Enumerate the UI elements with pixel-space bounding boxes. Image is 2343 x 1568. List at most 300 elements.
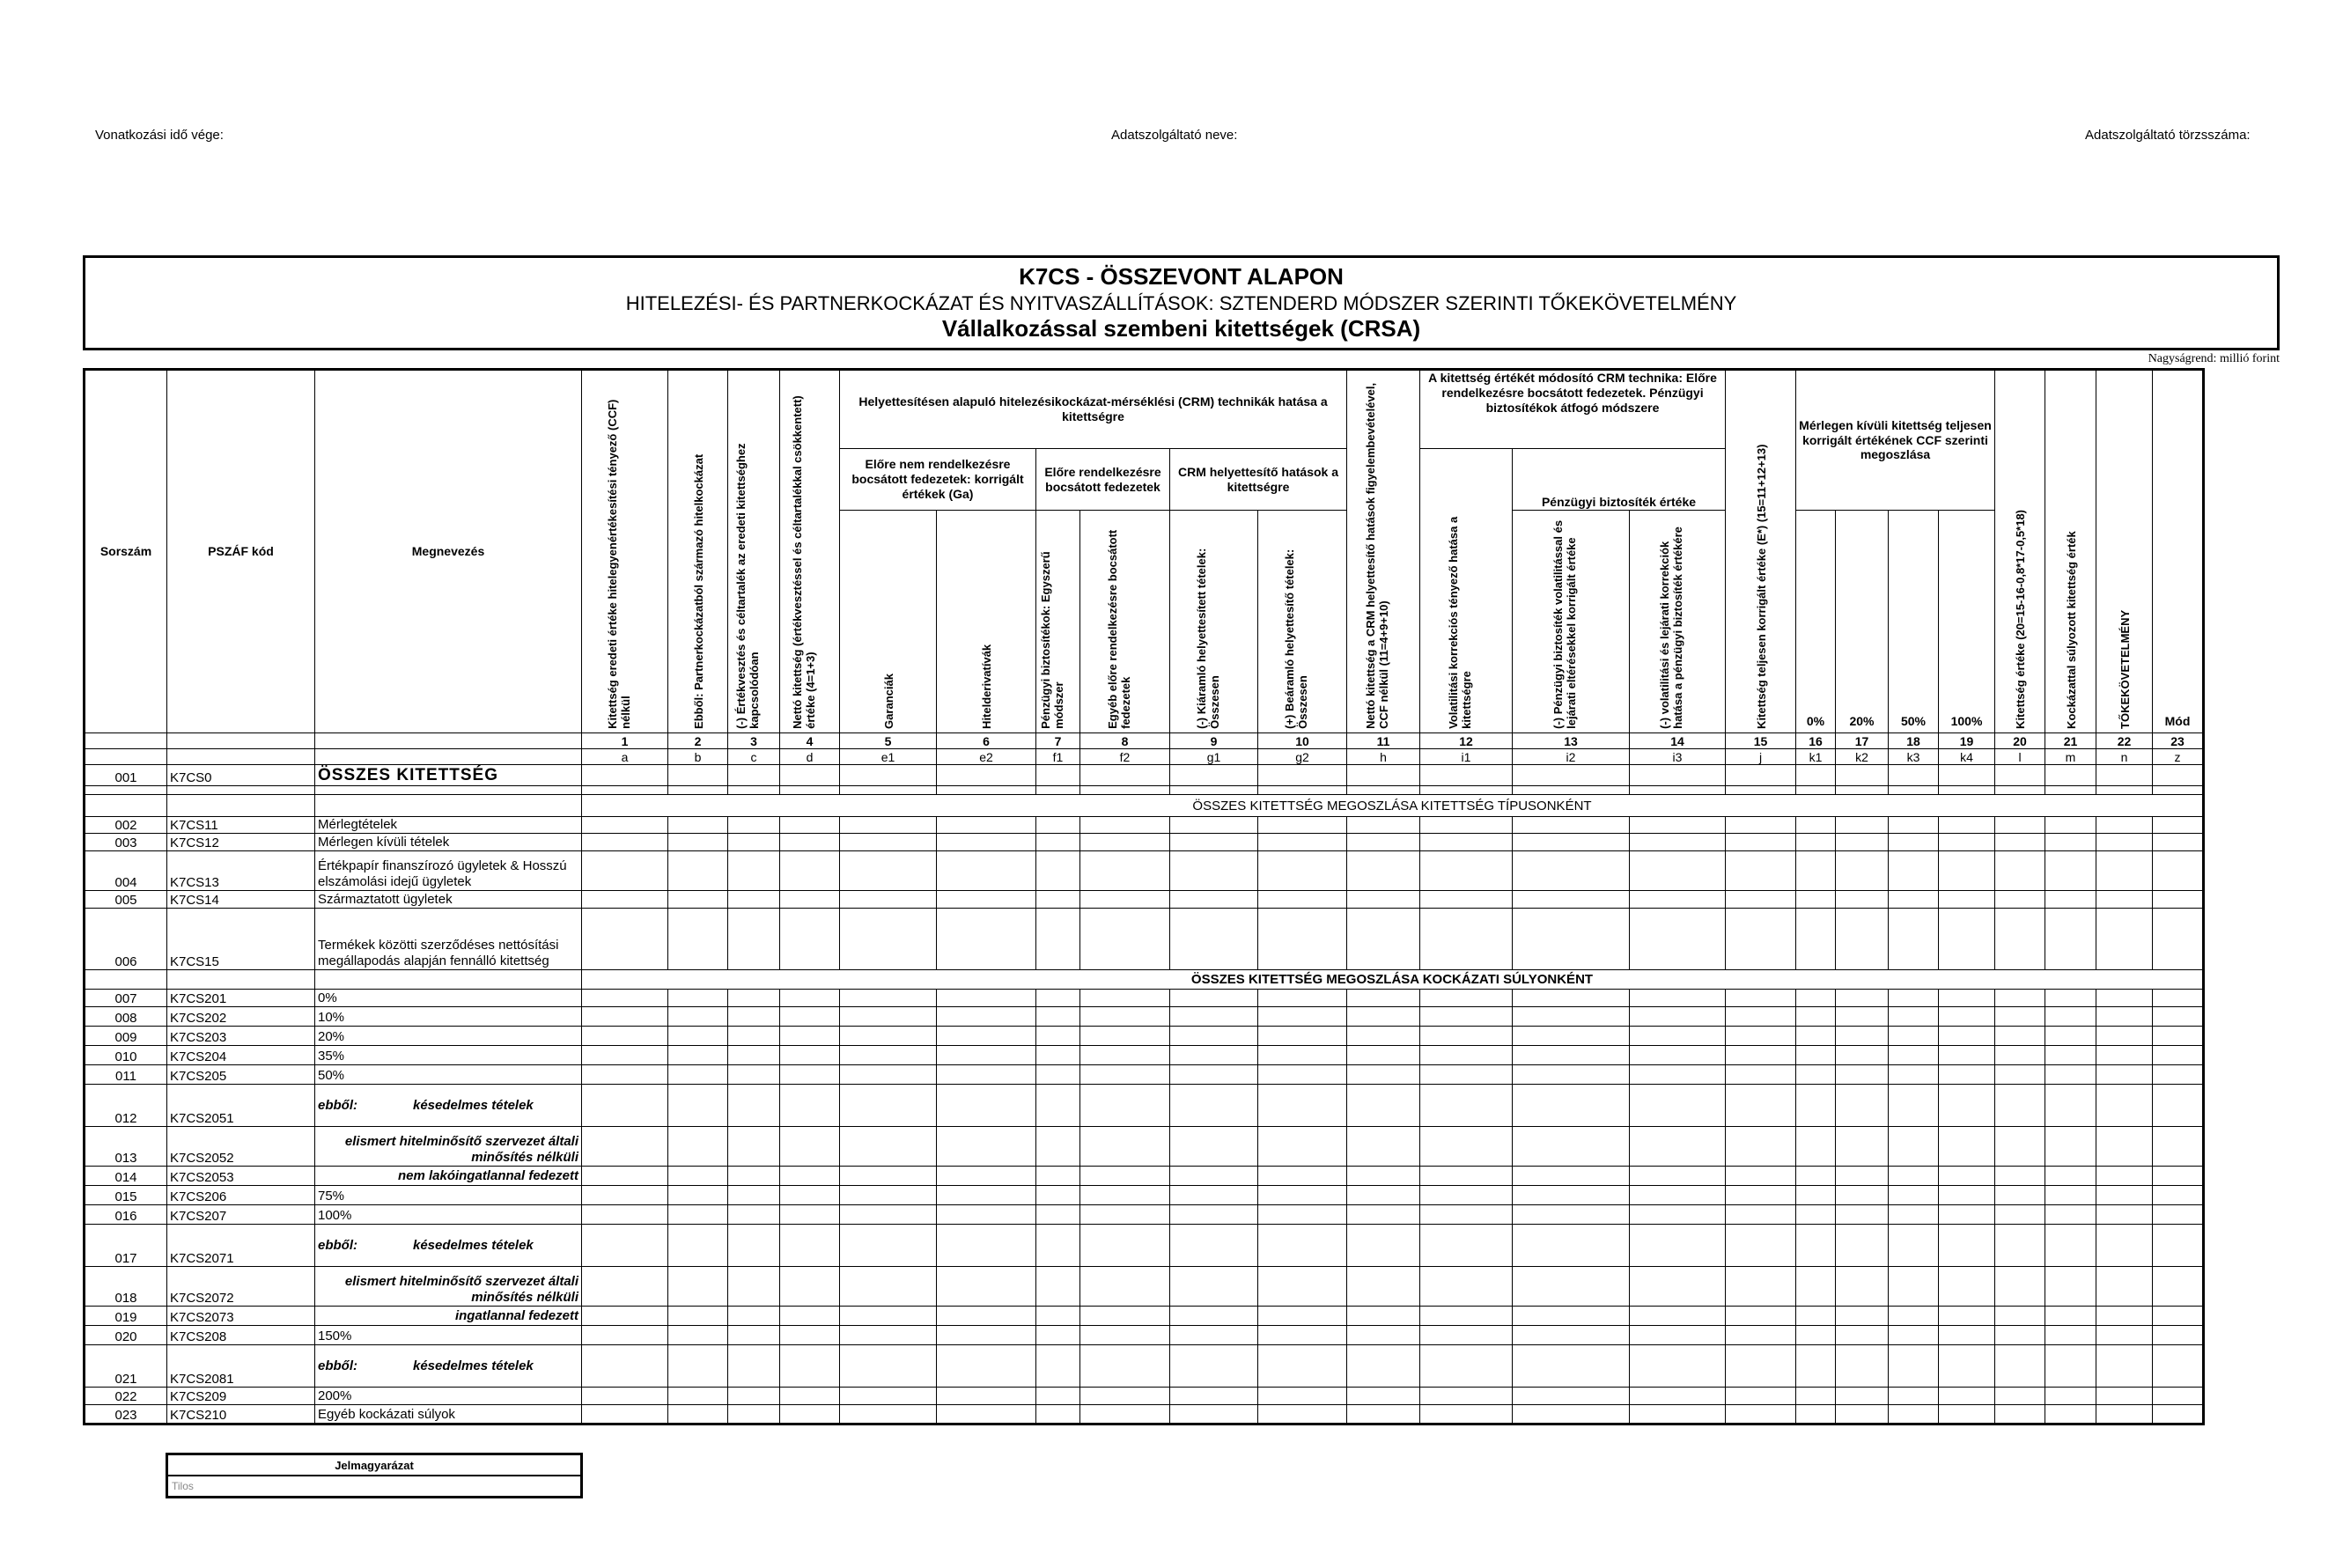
data-cell[interactable] bbox=[1170, 1326, 1258, 1345]
data-cell[interactable] bbox=[1889, 990, 1939, 1007]
data-cell[interactable] bbox=[2045, 1085, 2096, 1127]
data-cell[interactable] bbox=[1170, 1186, 1258, 1205]
data-cell[interactable] bbox=[1258, 1405, 1347, 1424]
data-cell[interactable] bbox=[1170, 909, 1258, 970]
data-cell[interactable] bbox=[1796, 1326, 1836, 1345]
data-cell[interactable] bbox=[1889, 1225, 1939, 1267]
data-cell[interactable] bbox=[1347, 1027, 1420, 1046]
data-cell[interactable] bbox=[1036, 1127, 1080, 1167]
data-cell[interactable] bbox=[1258, 1267, 1347, 1307]
data-cell[interactable] bbox=[1836, 834, 1889, 851]
data-cell[interactable] bbox=[1836, 1065, 1889, 1085]
data-cell[interactable] bbox=[840, 834, 937, 851]
data-cell[interactable] bbox=[2096, 1186, 2153, 1205]
data-cell[interactable] bbox=[840, 1065, 937, 1085]
data-cell[interactable] bbox=[1036, 1065, 1080, 1085]
data-cell[interactable] bbox=[2096, 1388, 2153, 1405]
data-cell[interactable] bbox=[1995, 1007, 2045, 1027]
data-cell[interactable] bbox=[728, 891, 780, 909]
data-cell[interactable] bbox=[1796, 1388, 1836, 1405]
data-cell[interactable] bbox=[1889, 1027, 1939, 1046]
data-cell[interactable] bbox=[937, 1345, 1036, 1388]
data-cell[interactable] bbox=[2096, 1345, 2153, 1388]
data-cell[interactable] bbox=[840, 1225, 937, 1267]
data-cell[interactable] bbox=[668, 1225, 728, 1267]
data-cell[interactable] bbox=[582, 817, 668, 834]
data-cell[interactable] bbox=[1420, 909, 1513, 970]
data-cell[interactable] bbox=[840, 1007, 937, 1027]
data-cell[interactable] bbox=[1630, 1027, 1726, 1046]
data-cell[interactable] bbox=[1726, 765, 1796, 786]
data-cell[interactable] bbox=[840, 1186, 937, 1205]
data-cell[interactable] bbox=[1513, 1345, 1630, 1388]
data-cell[interactable] bbox=[937, 817, 1036, 834]
data-cell[interactable] bbox=[780, 817, 840, 834]
data-cell[interactable] bbox=[937, 909, 1036, 970]
data-cell[interactable] bbox=[1939, 851, 1995, 891]
data-cell[interactable] bbox=[2045, 765, 2096, 786]
data-cell[interactable] bbox=[1513, 1065, 1630, 1085]
data-cell[interactable] bbox=[2096, 1127, 2153, 1167]
data-cell[interactable] bbox=[2045, 1065, 2096, 1085]
data-cell[interactable] bbox=[582, 891, 668, 909]
data-cell[interactable] bbox=[1726, 990, 1796, 1007]
data-cell[interactable] bbox=[840, 891, 937, 909]
data-cell[interactable] bbox=[1420, 1307, 1513, 1326]
data-cell[interactable] bbox=[1420, 1205, 1513, 1225]
data-cell[interactable] bbox=[1995, 1127, 2045, 1167]
data-cell[interactable] bbox=[840, 1167, 937, 1186]
data-cell[interactable] bbox=[1080, 765, 1170, 786]
data-cell[interactable] bbox=[2096, 1307, 2153, 1326]
data-cell[interactable] bbox=[780, 1046, 840, 1065]
data-cell[interactable] bbox=[1420, 817, 1513, 834]
data-cell[interactable] bbox=[840, 1307, 937, 1326]
data-cell[interactable] bbox=[1420, 1267, 1513, 1307]
data-cell[interactable] bbox=[780, 1186, 840, 1205]
data-cell[interactable] bbox=[1796, 1186, 1836, 1205]
data-cell[interactable] bbox=[2096, 1205, 2153, 1225]
data-cell[interactable] bbox=[840, 1405, 937, 1424]
data-cell[interactable] bbox=[1630, 817, 1726, 834]
data-cell[interactable] bbox=[668, 1085, 728, 1127]
data-cell[interactable] bbox=[728, 990, 780, 1007]
data-cell[interactable] bbox=[1889, 834, 1939, 851]
data-cell[interactable] bbox=[1796, 990, 1836, 1007]
data-cell[interactable] bbox=[1939, 1186, 1995, 1205]
data-cell[interactable] bbox=[668, 1007, 728, 1027]
data-cell[interactable] bbox=[937, 1127, 1036, 1167]
data-cell[interactable] bbox=[1347, 1225, 1420, 1267]
data-cell[interactable] bbox=[1995, 1307, 2045, 1326]
data-cell[interactable] bbox=[1836, 1127, 1889, 1167]
data-cell[interactable] bbox=[780, 1307, 840, 1326]
data-cell[interactable] bbox=[780, 1085, 840, 1127]
data-cell[interactable] bbox=[2096, 1405, 2153, 1424]
data-cell[interactable] bbox=[1420, 1405, 1513, 1424]
data-cell[interactable] bbox=[937, 1307, 1036, 1326]
data-cell[interactable] bbox=[668, 765, 728, 786]
data-cell[interactable] bbox=[1726, 851, 1796, 891]
data-cell[interactable] bbox=[1726, 1167, 1796, 1186]
data-cell[interactable] bbox=[1080, 1267, 1170, 1307]
data-cell[interactable] bbox=[582, 1225, 668, 1267]
data-cell[interactable] bbox=[1080, 1345, 1170, 1388]
data-cell[interactable] bbox=[1513, 1326, 1630, 1345]
data-cell[interactable] bbox=[2153, 1225, 2204, 1267]
data-cell[interactable] bbox=[1630, 909, 1726, 970]
data-cell[interactable] bbox=[1836, 1205, 1889, 1225]
data-cell[interactable] bbox=[1995, 851, 2045, 891]
data-cell[interactable] bbox=[1939, 1267, 1995, 1307]
data-cell[interactable] bbox=[1796, 817, 1836, 834]
data-cell[interactable] bbox=[2045, 1267, 2096, 1307]
data-cell[interactable] bbox=[2153, 817, 2204, 834]
data-cell[interactable] bbox=[1258, 1007, 1347, 1027]
data-cell[interactable] bbox=[2096, 1167, 2153, 1186]
data-cell[interactable] bbox=[1836, 1326, 1889, 1345]
data-cell[interactable] bbox=[840, 1345, 937, 1388]
data-cell[interactable] bbox=[2045, 891, 2096, 909]
data-cell[interactable] bbox=[1889, 1267, 1939, 1307]
data-cell[interactable] bbox=[1258, 1225, 1347, 1267]
data-cell[interactable] bbox=[728, 1186, 780, 1205]
data-cell[interactable] bbox=[1889, 1405, 1939, 1424]
data-cell[interactable] bbox=[2045, 817, 2096, 834]
data-cell[interactable] bbox=[937, 1405, 1036, 1424]
data-cell[interactable] bbox=[2045, 851, 2096, 891]
data-cell[interactable] bbox=[668, 1307, 728, 1326]
data-cell[interactable] bbox=[2096, 834, 2153, 851]
data-cell[interactable] bbox=[1939, 1388, 1995, 1405]
data-cell[interactable] bbox=[840, 1326, 937, 1345]
data-cell[interactable] bbox=[1796, 1085, 1836, 1127]
data-cell[interactable] bbox=[1939, 817, 1995, 834]
data-cell[interactable] bbox=[1796, 1345, 1836, 1388]
data-cell[interactable] bbox=[1170, 1205, 1258, 1225]
data-cell[interactable] bbox=[1347, 1388, 1420, 1405]
data-cell[interactable] bbox=[1036, 1267, 1080, 1307]
data-cell[interactable] bbox=[1420, 1065, 1513, 1085]
data-cell[interactable] bbox=[1036, 1167, 1080, 1186]
data-cell[interactable] bbox=[1726, 891, 1796, 909]
data-cell[interactable] bbox=[1889, 1167, 1939, 1186]
data-cell[interactable] bbox=[1347, 1326, 1420, 1345]
data-cell[interactable] bbox=[728, 1345, 780, 1388]
data-cell[interactable] bbox=[1080, 1027, 1170, 1046]
data-cell[interactable] bbox=[1347, 834, 1420, 851]
data-cell[interactable] bbox=[1939, 1307, 1995, 1326]
data-cell[interactable] bbox=[728, 1388, 780, 1405]
data-cell[interactable] bbox=[840, 765, 937, 786]
data-cell[interactable] bbox=[1347, 1405, 1420, 1424]
data-cell[interactable] bbox=[2096, 817, 2153, 834]
data-cell[interactable] bbox=[728, 1027, 780, 1046]
data-cell[interactable] bbox=[2096, 1046, 2153, 1065]
data-cell[interactable] bbox=[1080, 909, 1170, 970]
data-cell[interactable] bbox=[582, 1388, 668, 1405]
data-cell[interactable] bbox=[1836, 1345, 1889, 1388]
data-cell[interactable] bbox=[840, 1205, 937, 1225]
data-cell[interactable] bbox=[1726, 1307, 1796, 1326]
data-cell[interactable] bbox=[668, 990, 728, 1007]
data-cell[interactable] bbox=[582, 1065, 668, 1085]
data-cell[interactable] bbox=[1420, 1007, 1513, 1027]
data-cell[interactable] bbox=[2096, 1225, 2153, 1267]
data-cell[interactable] bbox=[668, 1405, 728, 1424]
data-cell[interactable] bbox=[582, 1205, 668, 1225]
data-cell[interactable] bbox=[780, 1127, 840, 1167]
data-cell[interactable] bbox=[2045, 1167, 2096, 1186]
data-cell[interactable] bbox=[1347, 851, 1420, 891]
data-cell[interactable] bbox=[2153, 1307, 2204, 1326]
data-cell[interactable] bbox=[1796, 1065, 1836, 1085]
data-cell[interactable] bbox=[728, 834, 780, 851]
data-cell[interactable] bbox=[668, 1326, 728, 1345]
data-cell[interactable] bbox=[1258, 817, 1347, 834]
data-cell[interactable] bbox=[1513, 990, 1630, 1007]
data-cell[interactable] bbox=[780, 1345, 840, 1388]
data-cell[interactable] bbox=[1995, 1027, 2045, 1046]
data-cell[interactable] bbox=[937, 1046, 1036, 1065]
data-cell[interactable] bbox=[728, 1085, 780, 1127]
data-cell[interactable] bbox=[1836, 817, 1889, 834]
data-cell[interactable] bbox=[1258, 909, 1347, 970]
data-cell[interactable] bbox=[1513, 1225, 1630, 1267]
data-cell[interactable] bbox=[2096, 1007, 2153, 1027]
data-cell[interactable] bbox=[1995, 1405, 2045, 1424]
data-cell[interactable] bbox=[582, 1405, 668, 1424]
data-cell[interactable] bbox=[1630, 1085, 1726, 1127]
data-cell[interactable] bbox=[1995, 1167, 2045, 1186]
data-cell[interactable] bbox=[1796, 834, 1836, 851]
data-cell[interactable] bbox=[582, 1007, 668, 1027]
data-cell[interactable] bbox=[2153, 1007, 2204, 1027]
data-cell[interactable] bbox=[668, 1046, 728, 1065]
data-cell[interactable] bbox=[1995, 1065, 2045, 1085]
data-cell[interactable] bbox=[1836, 990, 1889, 1007]
data-cell[interactable] bbox=[2096, 1326, 2153, 1345]
data-cell[interactable] bbox=[1836, 1307, 1889, 1326]
data-cell[interactable] bbox=[1420, 1186, 1513, 1205]
data-cell[interactable] bbox=[1630, 1186, 1726, 1205]
data-cell[interactable] bbox=[728, 1127, 780, 1167]
data-cell[interactable] bbox=[1939, 909, 1995, 970]
data-cell[interactable] bbox=[1726, 834, 1796, 851]
data-cell[interactable] bbox=[2153, 1167, 2204, 1186]
data-cell[interactable] bbox=[1630, 1225, 1726, 1267]
data-cell[interactable] bbox=[1995, 909, 2045, 970]
data-cell[interactable] bbox=[1347, 1046, 1420, 1065]
data-cell[interactable] bbox=[668, 1267, 728, 1307]
data-cell[interactable] bbox=[1036, 1388, 1080, 1405]
data-cell[interactable] bbox=[1347, 1186, 1420, 1205]
data-cell[interactable] bbox=[1726, 909, 1796, 970]
data-cell[interactable] bbox=[1258, 1085, 1347, 1127]
data-cell[interactable] bbox=[582, 1267, 668, 1307]
data-cell[interactable] bbox=[1513, 1205, 1630, 1225]
data-cell[interactable] bbox=[1796, 891, 1836, 909]
data-cell[interactable] bbox=[2096, 765, 2153, 786]
data-cell[interactable] bbox=[937, 1027, 1036, 1046]
data-cell[interactable] bbox=[1347, 1205, 1420, 1225]
data-cell[interactable] bbox=[937, 1388, 1036, 1405]
data-cell[interactable] bbox=[1726, 1267, 1796, 1307]
data-cell[interactable] bbox=[780, 1205, 840, 1225]
data-cell[interactable] bbox=[728, 1167, 780, 1186]
data-cell[interactable] bbox=[2045, 1127, 2096, 1167]
data-cell[interactable] bbox=[1726, 1388, 1796, 1405]
data-cell[interactable] bbox=[668, 1186, 728, 1205]
data-cell[interactable] bbox=[1939, 1205, 1995, 1225]
data-cell[interactable] bbox=[1036, 1225, 1080, 1267]
data-cell[interactable] bbox=[780, 990, 840, 1007]
data-cell[interactable] bbox=[1836, 1027, 1889, 1046]
data-cell[interactable] bbox=[582, 1046, 668, 1065]
data-cell[interactable] bbox=[1170, 1085, 1258, 1127]
data-cell[interactable] bbox=[1036, 1007, 1080, 1027]
data-cell[interactable] bbox=[1995, 1326, 2045, 1345]
data-cell[interactable] bbox=[2096, 990, 2153, 1007]
data-cell[interactable] bbox=[1889, 1345, 1939, 1388]
data-cell[interactable] bbox=[582, 1326, 668, 1345]
data-cell[interactable] bbox=[1796, 1027, 1836, 1046]
data-cell[interactable] bbox=[937, 834, 1036, 851]
data-cell[interactable] bbox=[2045, 1007, 2096, 1027]
data-cell[interactable] bbox=[1036, 990, 1080, 1007]
data-cell[interactable] bbox=[728, 1267, 780, 1307]
data-cell[interactable] bbox=[1630, 1326, 1726, 1345]
data-cell[interactable] bbox=[1258, 834, 1347, 851]
data-cell[interactable] bbox=[1036, 1345, 1080, 1388]
data-cell[interactable] bbox=[1513, 1007, 1630, 1027]
data-cell[interactable] bbox=[1836, 1046, 1889, 1065]
data-cell[interactable] bbox=[1080, 851, 1170, 891]
data-cell[interactable] bbox=[2153, 1326, 2204, 1345]
data-cell[interactable] bbox=[1889, 891, 1939, 909]
data-cell[interactable] bbox=[1889, 1388, 1939, 1405]
data-cell[interactable] bbox=[1347, 1127, 1420, 1167]
data-cell[interactable] bbox=[1630, 1007, 1726, 1027]
data-cell[interactable] bbox=[1347, 1007, 1420, 1027]
data-cell[interactable] bbox=[728, 1225, 780, 1267]
data-cell[interactable] bbox=[728, 1065, 780, 1085]
data-cell[interactable] bbox=[1995, 1046, 2045, 1065]
data-cell[interactable] bbox=[1630, 1205, 1726, 1225]
data-cell[interactable] bbox=[1889, 817, 1939, 834]
data-cell[interactable] bbox=[1080, 817, 1170, 834]
data-cell[interactable] bbox=[1939, 1345, 1995, 1388]
data-cell[interactable] bbox=[1080, 1225, 1170, 1267]
data-cell[interactable] bbox=[1836, 1267, 1889, 1307]
data-cell[interactable] bbox=[668, 851, 728, 891]
data-cell[interactable] bbox=[937, 1065, 1036, 1085]
data-cell[interactable] bbox=[1258, 851, 1347, 891]
data-cell[interactable] bbox=[582, 1186, 668, 1205]
data-cell[interactable] bbox=[1080, 1307, 1170, 1326]
data-cell[interactable] bbox=[1796, 1225, 1836, 1267]
data-cell[interactable] bbox=[1420, 1046, 1513, 1065]
data-cell[interactable] bbox=[1347, 1267, 1420, 1307]
data-cell[interactable] bbox=[1630, 765, 1726, 786]
data-cell[interactable] bbox=[1836, 909, 1889, 970]
data-cell[interactable] bbox=[1170, 1167, 1258, 1186]
data-cell[interactable] bbox=[1036, 909, 1080, 970]
data-cell[interactable] bbox=[1036, 1085, 1080, 1127]
data-cell[interactable] bbox=[2153, 1046, 2204, 1065]
data-cell[interactable] bbox=[1995, 817, 2045, 834]
data-cell[interactable] bbox=[1170, 851, 1258, 891]
data-cell[interactable] bbox=[1513, 1127, 1630, 1167]
data-cell[interactable] bbox=[780, 1225, 840, 1267]
data-cell[interactable] bbox=[1513, 817, 1630, 834]
data-cell[interactable] bbox=[780, 1065, 840, 1085]
data-cell[interactable] bbox=[1995, 990, 2045, 1007]
data-cell[interactable] bbox=[1889, 1307, 1939, 1326]
data-cell[interactable] bbox=[1796, 909, 1836, 970]
data-cell[interactable] bbox=[2096, 1027, 2153, 1046]
data-cell[interactable] bbox=[1939, 891, 1995, 909]
data-cell[interactable] bbox=[1420, 765, 1513, 786]
data-cell[interactable] bbox=[582, 1127, 668, 1167]
data-cell[interactable] bbox=[1836, 851, 1889, 891]
data-cell[interactable] bbox=[582, 1085, 668, 1127]
data-cell[interactable] bbox=[1995, 891, 2045, 909]
data-cell[interactable] bbox=[728, 1205, 780, 1225]
data-cell[interactable] bbox=[1939, 1326, 1995, 1345]
data-cell[interactable] bbox=[1170, 1307, 1258, 1326]
data-cell[interactable] bbox=[780, 1405, 840, 1424]
data-cell[interactable] bbox=[1258, 1065, 1347, 1085]
data-cell[interactable] bbox=[1889, 1007, 1939, 1027]
data-cell[interactable] bbox=[2096, 1267, 2153, 1307]
data-cell[interactable] bbox=[728, 851, 780, 891]
data-cell[interactable] bbox=[2045, 1027, 2096, 1046]
data-cell[interactable] bbox=[728, 1405, 780, 1424]
data-cell[interactable] bbox=[1796, 1267, 1836, 1307]
data-cell[interactable] bbox=[668, 817, 728, 834]
data-cell[interactable] bbox=[2153, 1405, 2204, 1424]
data-cell[interactable] bbox=[2045, 1186, 2096, 1205]
data-cell[interactable] bbox=[780, 765, 840, 786]
data-cell[interactable] bbox=[2153, 1027, 2204, 1046]
data-cell[interactable] bbox=[1630, 1405, 1726, 1424]
data-cell[interactable] bbox=[780, 891, 840, 909]
data-cell[interactable] bbox=[1420, 834, 1513, 851]
data-cell[interactable] bbox=[1036, 765, 1080, 786]
data-cell[interactable] bbox=[840, 1085, 937, 1127]
data-cell[interactable] bbox=[1726, 1085, 1796, 1127]
data-cell[interactable] bbox=[1080, 1167, 1170, 1186]
data-cell[interactable] bbox=[1836, 1186, 1889, 1205]
data-cell[interactable] bbox=[1170, 891, 1258, 909]
data-cell[interactable] bbox=[1036, 1405, 1080, 1424]
data-cell[interactable] bbox=[1995, 1345, 2045, 1388]
data-cell[interactable] bbox=[1080, 1046, 1170, 1065]
data-cell[interactable] bbox=[780, 1167, 840, 1186]
data-cell[interactable] bbox=[668, 909, 728, 970]
data-cell[interactable] bbox=[1258, 1127, 1347, 1167]
data-cell[interactable] bbox=[1889, 909, 1939, 970]
data-cell[interactable] bbox=[1170, 834, 1258, 851]
data-cell[interactable] bbox=[1036, 1046, 1080, 1065]
data-cell[interactable] bbox=[668, 1388, 728, 1405]
data-cell[interactable] bbox=[728, 817, 780, 834]
data-cell[interactable] bbox=[780, 1267, 840, 1307]
data-cell[interactable] bbox=[1080, 1065, 1170, 1085]
data-cell[interactable] bbox=[1836, 1007, 1889, 1027]
data-cell[interactable] bbox=[1630, 1046, 1726, 1065]
